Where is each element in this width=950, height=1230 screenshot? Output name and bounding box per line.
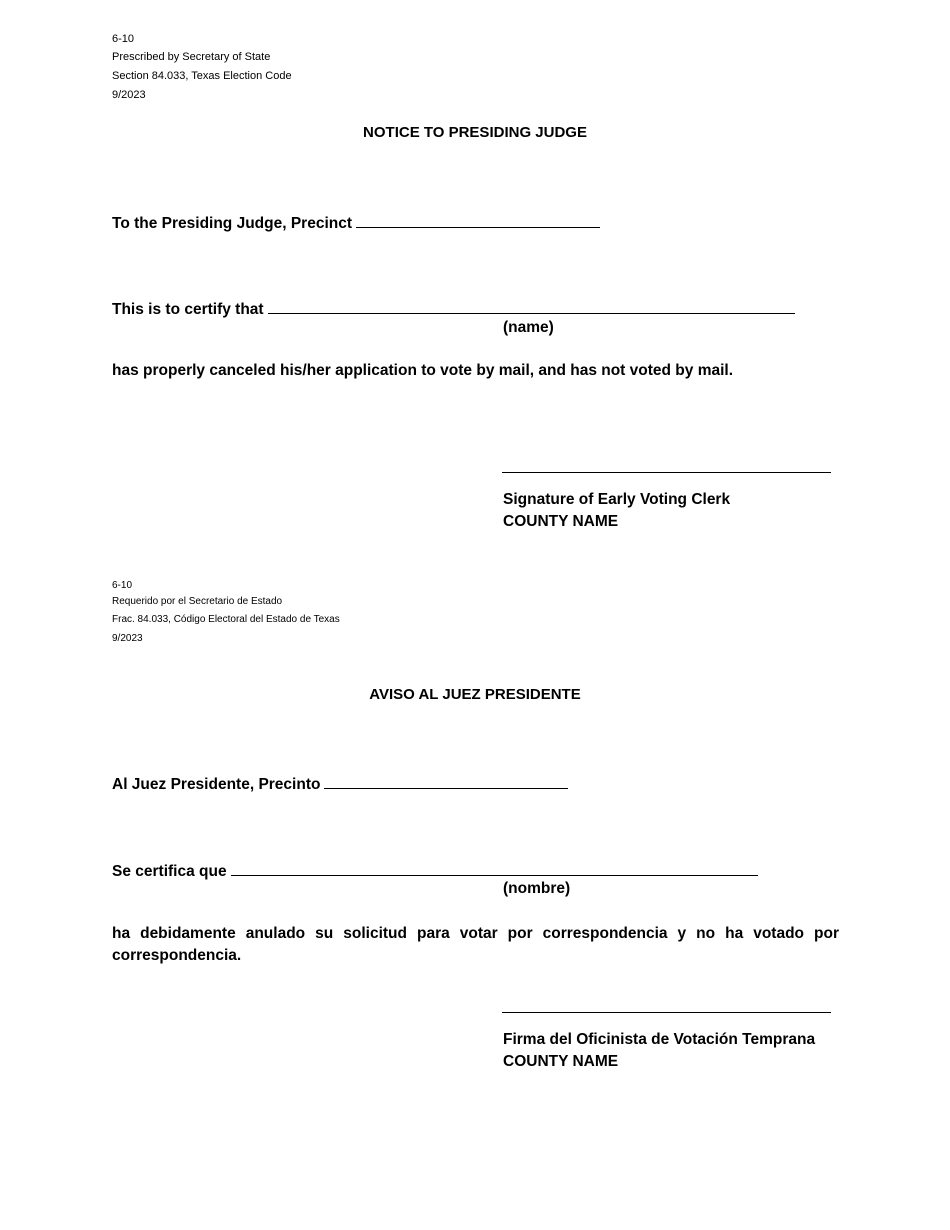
precinct-label: To the Presiding Judge, Precinct <box>112 215 353 232</box>
prescribed-by: Prescribed by Secretary of State <box>112 51 271 63</box>
cancel-statement-es: ha debidamente anulado su solicitud para votar por correspondencia y no ha votado por correspondencia. <box>112 925 839 964</box>
form-date-es: 9/2023 <box>112 633 143 644</box>
precinct-label-es: Al Juez Presidente, Precinto <box>112 776 321 793</box>
prescribed-by-es: Requerido por el Secretario de Estado <box>112 596 283 607</box>
precinct-row <box>112 211 600 233</box>
precinct-field[interactable] <box>356 211 600 228</box>
signature-line[interactable] <box>502 472 831 473</box>
county-name-es: COUNTY NAME <box>503 1053 619 1070</box>
form-number: 6-10 <box>112 33 135 45</box>
name-caption-es: (nombre) <box>503 880 571 897</box>
certify-row <box>112 297 795 319</box>
signature-label-es: Firma del Oficinista de Votación Temprana <box>503 1031 816 1048</box>
precinct-row-es <box>112 772 568 794</box>
code-section-es: Frac. 84.033, Código Electoral del Estado de Texas <box>112 614 340 625</box>
cancel-statement: has properly canceled his/her application to vote by mail, and has not voted by mail. <box>112 362 734 379</box>
signature-line-es[interactable] <box>502 1012 831 1013</box>
name-field[interactable] <box>268 297 795 314</box>
certify-label: This is to certify that <box>112 301 264 318</box>
precinct-field-es[interactable] <box>324 772 568 789</box>
page-title: NOTICE TO PRESIDING JUDGE <box>363 124 587 141</box>
certify-label-es: Se certifica que <box>112 863 227 880</box>
name-field-es[interactable] <box>231 859 758 876</box>
name-caption: (name) <box>503 319 554 336</box>
signature-label: Signature of Early Voting Clerk <box>503 491 731 508</box>
page-title-es: AVISO AL JUEZ PRESIDENTE <box>369 686 581 703</box>
form-number-es: 6-10 <box>112 580 133 591</box>
county-name: COUNTY NAME <box>503 513 619 530</box>
form-date: 9/2023 <box>112 89 146 101</box>
code-section: Section 84.033, Texas Election Code <box>112 70 292 82</box>
certify-row-es <box>112 859 758 881</box>
